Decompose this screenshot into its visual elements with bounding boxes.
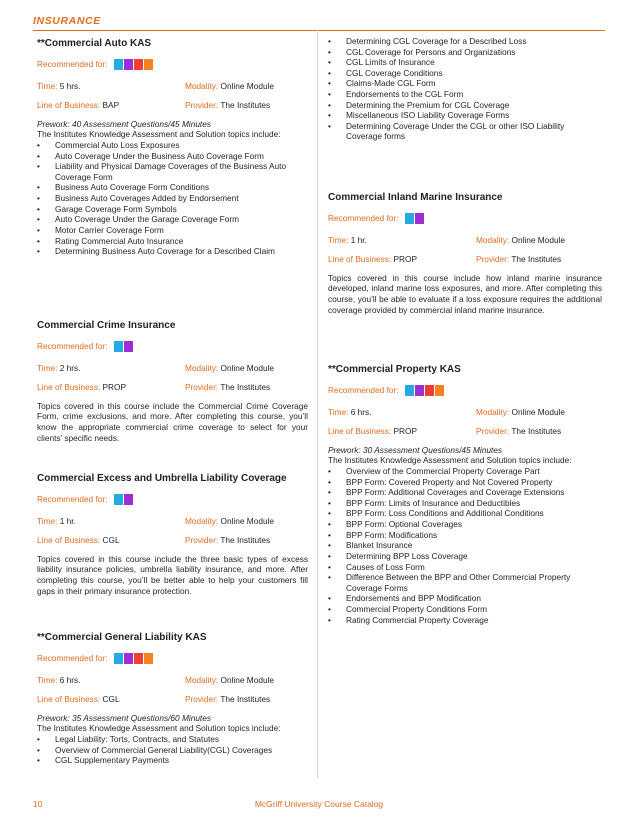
course-title: **Commercial General Liability KAS — [37, 632, 207, 643]
header-rule — [33, 30, 605, 31]
audience-swatch-red — [425, 385, 434, 396]
time-value: 2 hrs. — [59, 362, 81, 373]
audience-swatch-red — [134, 653, 143, 664]
prework-note: Prework: 35 Assessment Questions/60 Minutes — [37, 712, 212, 723]
topic-item: • BPP Form: Covered Property and Not Covered Property — [328, 477, 602, 488]
audience-swatch-blue — [114, 59, 123, 70]
time-field — [37, 516, 76, 526]
topic-item: • Auto Coverage Under the Business Auto Coverage Form — [37, 151, 308, 162]
topic-item: • Business Auto Coverages Added by Endorsement — [37, 193, 308, 204]
line-of-business-label: Line of Business: — [37, 381, 101, 392]
provider-value: The Institutes — [220, 99, 271, 110]
recommended-for — [37, 59, 308, 72]
modality-label: Modality: — [476, 234, 510, 245]
course-meta-row — [37, 516, 308, 527]
provider-field — [185, 694, 270, 705]
topic-item: • Commercial Property Conditions Form — [328, 604, 602, 615]
modality-field — [476, 407, 565, 418]
audience-swatch-red — [134, 59, 143, 70]
audience-swatches — [114, 59, 154, 70]
topics-intro: The Institutes Knowledge Assessment and Solution topics include: — [37, 129, 281, 140]
time-value: 6 hrs. — [350, 406, 372, 417]
page-header — [0, 13, 638, 31]
provider-value: The Institutes — [220, 381, 271, 392]
provider-label: Provider: — [185, 693, 219, 704]
time-field — [328, 235, 367, 245]
time-value: 5 hrs. — [59, 80, 81, 91]
page-footer — [0, 799, 638, 811]
audience-swatch-purple — [124, 59, 133, 70]
time-field — [37, 363, 81, 373]
topic-item: • CGL Limits of Insurance — [328, 57, 602, 68]
modality-label: Modality: — [185, 80, 219, 91]
page-number: 10 — [33, 799, 43, 809]
provider-label: Provider: — [476, 253, 510, 264]
audience-swatch-orange — [435, 385, 444, 396]
audience-swatch-orange — [144, 653, 153, 664]
topic-item: • Determining Coverage Under the CGL or other ISO Liability Coverage forms — [328, 121, 602, 142]
modality-label: Modality: — [185, 674, 219, 685]
topic-item: • BPP Form: Optional Coverages — [328, 519, 602, 530]
modality-label: Modality: — [185, 515, 219, 526]
topic-item: • Endorsements to the CGL Form — [328, 89, 602, 100]
audience-swatch-blue — [405, 213, 414, 224]
topic-item: • Determining CGL Coverage for a Described Loss — [328, 36, 602, 47]
line-of-business-value: CGL — [102, 534, 120, 545]
line-of-business-label: Line of Business: — [37, 693, 101, 704]
provider-value: The Institutes — [511, 253, 562, 264]
course-meta-row — [37, 81, 308, 92]
course-commercial-auto-kas — [37, 38, 308, 257]
topic-item: • Miscellaneous ISO Liability Coverage Forms — [328, 110, 602, 121]
provider-field — [185, 100, 270, 111]
course-title: Commercial Excess and Umbrella Liability Coverage — [37, 473, 287, 484]
audience-swatch-purple — [124, 341, 133, 352]
recommended-label: Recommended for: — [328, 212, 399, 223]
recommended-for — [37, 494, 308, 507]
line-of-business-field — [37, 382, 126, 392]
time-label: Time: — [328, 234, 349, 245]
time-label: Time: — [37, 674, 58, 685]
topic-item: • Auto Coverage Under the Garage Coverage Form — [37, 214, 308, 225]
time-field — [37, 675, 81, 685]
provider-field — [476, 426, 561, 437]
time-label: Time: — [37, 80, 58, 91]
audience-swatch-purple — [124, 653, 133, 664]
course-meta-row — [328, 254, 602, 265]
topic-item: • Business Auto Coverage Form Conditions — [37, 182, 308, 193]
recommended-label: Recommended for: — [37, 340, 108, 351]
topics-intro: The Institutes Knowledge Assessment and Solution topics include: — [37, 723, 281, 734]
provider-label: Provider: — [185, 534, 219, 545]
topic-item: • Liability and Physical Damage Coverages of the Business Auto Coverage Form — [37, 161, 308, 182]
provider-value: The Institutes — [220, 534, 271, 545]
provider-value: The Institutes — [220, 693, 271, 704]
catalog-title: McGriff University Course Catalog — [254, 799, 384, 809]
audience-swatch-purple — [415, 213, 424, 224]
course-description: Topics covered in this course include the three basic types of excess liability insurance policies, umbrella liability insurance, and more. After completing this course, you’ll be better able to help your customers fill gaps in their primary insurance protection. — [37, 553, 308, 596]
time-label: Time: — [37, 515, 58, 526]
recommended-for — [37, 341, 308, 354]
time-value: 1 hr. — [59, 515, 76, 526]
topics-intro: The Institutes Knowledge Assessment and Solution topics include: — [328, 455, 572, 466]
provider-value: The Institutes — [511, 425, 562, 436]
time-field — [328, 407, 372, 417]
topic-item: • BPP Form: Modifications — [328, 530, 602, 541]
provider-field — [476, 254, 561, 265]
topic-item: • Determining Business Auto Coverage for a Described Claim — [37, 246, 308, 257]
prework-note: Prework: 40 Assessment Questions/45 Minutes — [37, 118, 212, 129]
time-label: Time: — [328, 406, 349, 417]
topic-item: • Legal Liability: Torts, Contracts, and Statutes — [37, 734, 308, 745]
recommended-label: Recommended for: — [37, 652, 108, 663]
audience-swatch-blue — [114, 653, 123, 664]
audience-swatches — [114, 341, 134, 352]
audience-swatches — [405, 385, 445, 396]
topic-item: • Motor Carrier Coverage Form — [37, 225, 308, 236]
topic-item: • BPP Form: Loss Conditions and Additional Conditions — [328, 508, 602, 519]
line-of-business-label: Line of Business: — [37, 99, 101, 110]
line-of-business-value: CGL — [102, 693, 120, 704]
topic-item: • Blanket Insurance — [328, 540, 602, 551]
course-title: Commercial Inland Marine Insurance — [328, 192, 503, 203]
course-meta-row — [37, 694, 308, 705]
course-meta-row — [37, 100, 308, 111]
topic-item: • CGL Coverage for Persons and Organizations — [328, 47, 602, 58]
provider-label: Provider: — [476, 425, 510, 436]
audience-swatches — [114, 653, 154, 664]
modality-field — [185, 81, 274, 92]
course-meta-row — [37, 382, 308, 393]
topic-item: • Rating Commercial Auto Insurance — [37, 236, 308, 247]
course-commercial-general-liability-kas — [37, 632, 308, 766]
line-of-business-label: Line of Business: — [37, 534, 101, 545]
time-value: 1 hr. — [350, 234, 367, 245]
line-of-business-field — [37, 694, 120, 704]
modality-field — [185, 675, 274, 686]
audience-swatches — [114, 494, 134, 505]
provider-label: Provider: — [185, 99, 219, 110]
modality-value: Online Module — [220, 362, 275, 373]
time-value: 6 hrs. — [59, 674, 81, 685]
recommended-for — [328, 213, 602, 226]
topic-item: • Claims-Made CGL Form — [328, 78, 602, 89]
modality-field — [185, 516, 274, 527]
course-meta-row — [37, 363, 308, 374]
modality-value: Online Module — [511, 234, 566, 245]
line-of-business-field — [37, 535, 120, 545]
audience-swatch-blue — [114, 341, 123, 352]
topic-item: • Determining BPP Loss Coverage — [328, 551, 602, 562]
topic-list — [328, 36, 602, 142]
topic-item: • BPP Form: Additional Coverages and Coverage Extensions — [328, 487, 602, 498]
recommended-label: Recommended for: — [328, 384, 399, 395]
modality-field — [185, 363, 274, 374]
course-commercial-inland-marine — [328, 192, 602, 315]
topic-list — [328, 466, 602, 625]
provider-field — [185, 535, 270, 546]
recommended-label: Recommended for: — [37, 493, 108, 504]
audience-swatch-orange — [144, 59, 153, 70]
time-field — [37, 81, 81, 91]
line-of-business-value: BAP — [102, 99, 120, 110]
modality-value: Online Module — [220, 674, 275, 685]
line-of-business-field — [328, 426, 417, 436]
modality-value: Online Module — [511, 406, 566, 417]
topic-item: • Endorsements and BPP Modification — [328, 593, 602, 604]
course-meta-row — [328, 426, 602, 437]
provider-field — [185, 382, 270, 393]
line-of-business-field — [328, 254, 417, 264]
topic-item: • Determining the Premium for CGL Coverage — [328, 100, 602, 111]
course-meta-row — [328, 235, 602, 246]
topic-item: • CGL Supplementary Payments — [37, 755, 308, 766]
course-description: Topics covered in this course include the Commercial Crime Coverage Form, crime exclusions, and more. After completing this course, you’ll know the appropriate commercial crime coverage to select for your clients’ specific needs. — [37, 400, 308, 443]
recommended-label: Recommended for: — [37, 58, 108, 69]
line-of-business-value: PROP — [102, 381, 127, 392]
audience-swatch-purple — [124, 494, 133, 505]
audience-swatch-blue — [405, 385, 414, 396]
recommended-for — [37, 653, 308, 666]
recommended-for — [328, 385, 602, 398]
modality-value: Online Module — [220, 515, 275, 526]
audience-swatch-blue — [114, 494, 123, 505]
course-meta-row — [37, 535, 308, 546]
topic-item: • CGL Coverage Conditions — [328, 68, 602, 79]
section-title: INSURANCE — [33, 15, 101, 27]
course-meta-row — [37, 675, 308, 686]
line-of-business-field — [37, 100, 119, 110]
modality-field — [476, 235, 565, 246]
modality-value: Online Module — [220, 80, 275, 91]
prework-note: Prework: 30 Assessment Questions/45 Minutes — [328, 444, 503, 455]
topic-item: • Overview of Commercial General Liability(CGL) Coverages — [37, 745, 308, 756]
topic-item: • Causes of Loss Form — [328, 562, 602, 573]
modality-label: Modality: — [185, 362, 219, 373]
line-of-business-label: Line of Business: — [328, 425, 392, 436]
provider-label: Provider: — [185, 381, 219, 392]
time-label: Time: — [37, 362, 58, 373]
topic-list — [37, 734, 308, 766]
course-title: **Commercial Auto KAS — [37, 38, 152, 49]
line-of-business-value: PROP — [393, 253, 418, 264]
topic-list — [37, 140, 308, 257]
audience-swatches — [405, 213, 425, 224]
course-meta-row — [328, 407, 602, 418]
course-commercial-crime-insurance — [37, 320, 308, 443]
course-commercial-property-kas — [328, 364, 602, 625]
topic-item: • Rating Commercial Property Coverage — [328, 615, 602, 626]
audience-swatch-purple — [415, 385, 424, 396]
column-divider — [317, 30, 318, 778]
topic-item: • BPP Form: Limits of Insurance and Deductibles — [328, 498, 602, 509]
topic-item: • Commercial Auto Loss Exposures — [37, 140, 308, 151]
course-description: Topics covered in this course include how inland marine insurance developed, inland marine loss exposures, and more. After completing this course, you’ll be able to evaluate if a loss exposure requires the additional coverage provided by commercial inland marine insurance. — [328, 272, 602, 315]
modality-label: Modality: — [476, 406, 510, 417]
line-of-business-label: Line of Business: — [328, 253, 392, 264]
course-commercial-general-liability-kas-continued — [328, 36, 602, 142]
line-of-business-value: PROP — [393, 425, 418, 436]
course-title: **Commercial Property KAS — [328, 364, 461, 375]
topic-item: • Overview of the Commercial Property Coverage Part — [328, 466, 602, 477]
topic-item: • Difference Between the BPP and Other Commercial Property Coverage Forms — [328, 572, 602, 593]
course-title: Commercial Crime Insurance — [37, 320, 176, 331]
topic-item: • Garage Coverage Form Symbols — [37, 204, 308, 215]
course-commercial-excess-umbrella — [37, 473, 308, 596]
